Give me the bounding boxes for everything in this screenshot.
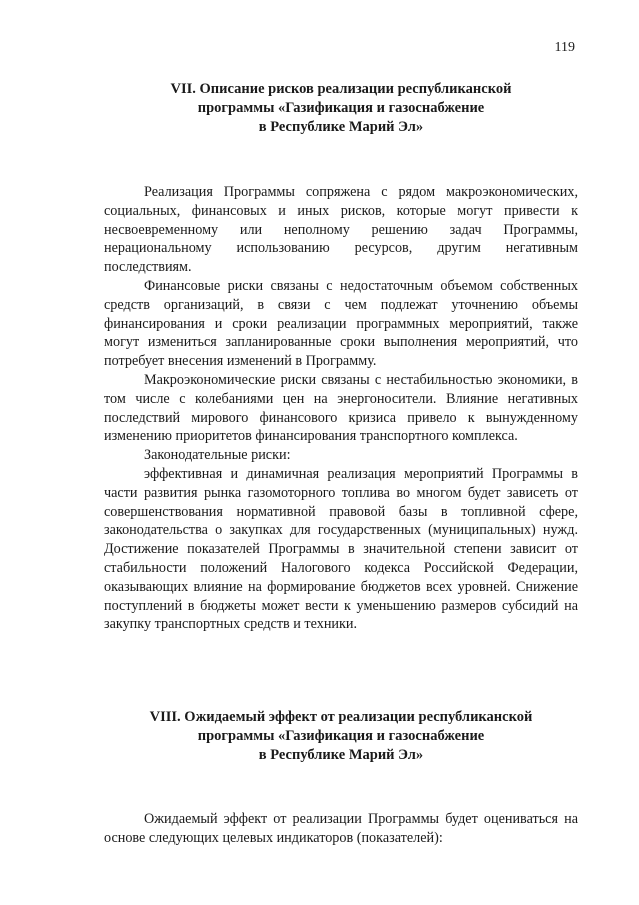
section-7-body: [104, 183, 578, 634]
section-8-title: [96, 708, 586, 765]
section-8-title-line: VIII. Ожидаемый эффект от реализации республиканской: [149, 709, 533, 725]
page-number: 119: [554, 40, 575, 55]
section-8-body: [104, 810, 578, 848]
section-7-title-line: в Республике Марий Эл»: [258, 119, 424, 135]
paragraph: Ожидаемый эффект от реализации Программы будет оцениваться на основе следующих целевых индикаторов (показателей):: [104, 811, 578, 846]
paragraph: Макроэкономические риски связаны с нестабильностью экономики, в том числе с колебаниями цен на энергоносители. Влияние негативных последствий мирового финансового кризиса привело к вынужденному изменению приоритетов финансирования транспортного комплекса.: [104, 371, 578, 445]
paragraph: Финансовые риски связаны с недостаточным объемом собственных средств организаций, в связи с чем подлежат уточнению объемы финансирования и сроки реализации программных мероприятий, также могут измениться запланированные сроки выполнения мероприятий, что потребует внесения изменений в Программу.: [104, 277, 578, 370]
paragraph: Реализация Программы сопряжена с рядом макроэкономических, социальных, финансовых и иных рисков, которые могут привести к несвоевременному или неполному решению задач Программы, нерациональному использованию ресурсов, другим негативным последствиям.: [104, 184, 578, 276]
paragraph: эффективная и динамичная реализация мероприятий Программы в части развития рынка газомоторного топлива во многом будет зависеть от совершенствования нормативной правовой базы в топливной сфере, законодательства о закупках для государственных (муниципальных) нужд. Достижение показателей Программы в значительной степени зависит от стабильности положений Налогового кодекса Российской Федерации, оказывающих влияние на формирование бюджетов всех уровней. Снижение поступлений в бюджеты может вести к уменьшению размеров субсидий на закупку транспортных средств и техники.: [104, 465, 578, 633]
section-8-title-line: программы «Газификация и газоснабжение: [197, 728, 485, 744]
section-7-title-line: VII. Описание рисков реализации республиканской: [170, 81, 512, 97]
section-7-title: [96, 80, 586, 137]
section-8-title-line: в Республике Марий Эл»: [258, 747, 424, 763]
paragraph: Законодательные риски:: [144, 447, 291, 464]
section-7-title-line: программы «Газификация и газоснабжение: [197, 100, 485, 116]
